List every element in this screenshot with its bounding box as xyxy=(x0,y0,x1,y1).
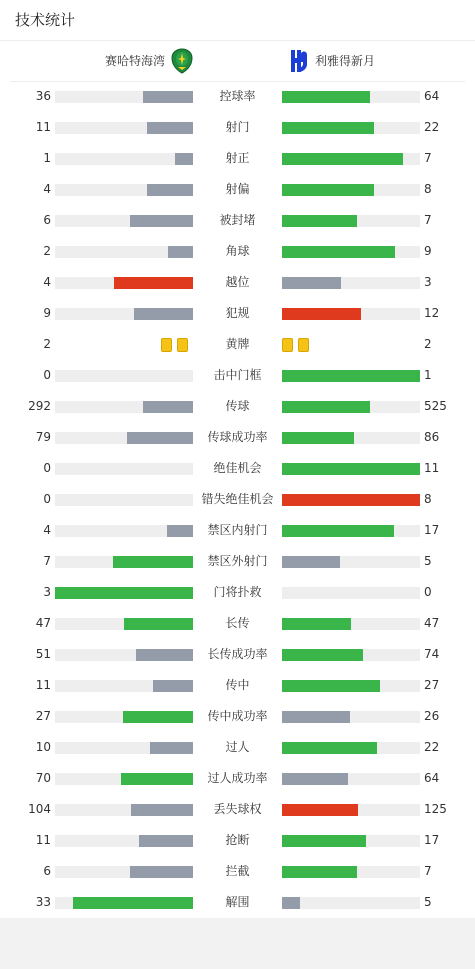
away-bar-fill xyxy=(282,804,358,816)
home-bar-track xyxy=(55,463,193,475)
home-bar-fill xyxy=(136,649,193,661)
away-value: 7 xyxy=(424,864,432,878)
stat-row xyxy=(0,732,475,763)
away-value: 8 xyxy=(424,182,432,196)
home-bar-fill xyxy=(134,308,193,320)
stat-label: 拦截 xyxy=(225,864,250,878)
away-value: 9 xyxy=(424,244,432,258)
home-value: 11 xyxy=(35,833,51,847)
home-bar-track xyxy=(55,308,193,320)
away-bar-fill xyxy=(282,711,350,723)
home-bar-track xyxy=(55,897,193,909)
stat-label: 抢断 xyxy=(225,833,250,847)
home-value: 0 xyxy=(43,492,51,506)
home-value: 0 xyxy=(43,461,51,475)
home-bar-track xyxy=(55,618,193,630)
home-bar-fill xyxy=(175,153,193,165)
home-team-name[interactable]: 赛哈特海湾 xyxy=(104,54,165,68)
home-value: 36 xyxy=(35,89,51,103)
away-bar-track xyxy=(282,153,420,165)
home-bar-track xyxy=(55,184,193,196)
away-bar-fill xyxy=(282,463,420,475)
away-bar-track xyxy=(282,649,420,661)
stat-row xyxy=(0,453,475,484)
home-bar-fill xyxy=(123,711,193,723)
stat-row xyxy=(0,639,475,670)
yellow-card-icon xyxy=(298,338,309,352)
stat-row xyxy=(0,236,475,267)
away-bar-track xyxy=(282,463,420,475)
stat-row xyxy=(0,701,475,732)
stat-label: 错失绝佳机会 xyxy=(201,492,274,506)
away-bar-fill xyxy=(282,680,380,692)
away-bar-fill xyxy=(282,308,361,320)
away-value: 12 xyxy=(424,306,440,320)
stat-label: 越位 xyxy=(225,275,250,289)
away-value: 125 xyxy=(424,802,447,816)
home-bar-track xyxy=(55,835,193,847)
home-bar-track xyxy=(55,277,193,289)
stat-label: 丢失球权 xyxy=(213,802,262,816)
stat-row xyxy=(0,484,475,515)
away-bar-track xyxy=(282,91,420,103)
away-bar-track xyxy=(282,525,420,537)
section-title: 技术统计 xyxy=(15,11,76,29)
stat-label: 传中成功率 xyxy=(207,709,268,723)
home-bar-fill xyxy=(147,122,193,134)
stat-row xyxy=(0,391,475,422)
away-bar-fill xyxy=(282,556,340,568)
home-bar-track xyxy=(55,153,193,165)
away-value: 8 xyxy=(424,492,432,506)
away-bar-track xyxy=(282,401,420,413)
stat-row xyxy=(0,205,475,236)
home-value: 27 xyxy=(35,709,51,723)
home-bar-fill xyxy=(55,587,193,599)
away-value: 47 xyxy=(424,616,440,630)
away-bar-fill xyxy=(282,494,420,506)
stat-label: 射门 xyxy=(225,120,250,134)
home-bar-track xyxy=(55,122,193,134)
home-bar-track xyxy=(55,401,193,413)
away-bar-track xyxy=(282,184,420,196)
stat-row xyxy=(0,887,475,918)
away-bar-fill xyxy=(282,277,341,289)
home-value: 6 xyxy=(43,864,51,878)
home-value: 2 xyxy=(43,337,51,351)
home-value: 3 xyxy=(43,585,51,599)
home-bar-fill xyxy=(168,246,193,258)
away-value: 86 xyxy=(424,430,440,444)
stat-row xyxy=(0,825,475,856)
yellow-card-icon xyxy=(177,338,188,352)
stat-row xyxy=(0,329,475,360)
away-bar-track xyxy=(282,711,420,723)
home-bar-fill xyxy=(167,525,193,537)
stat-label: 黄牌 xyxy=(225,337,250,351)
away-value: 5 xyxy=(424,895,432,909)
home-bar-track xyxy=(55,773,193,785)
home-bar-fill xyxy=(73,897,193,909)
stat-label: 传球 xyxy=(225,399,250,413)
stat-row xyxy=(0,763,475,794)
away-value: 27 xyxy=(424,678,440,692)
stat-row xyxy=(0,267,475,298)
home-bar-track xyxy=(55,556,193,568)
stat-label: 射偏 xyxy=(225,182,250,196)
stat-label: 禁区外射门 xyxy=(207,554,268,568)
home-bar-fill xyxy=(153,680,193,692)
away-bar-track xyxy=(282,742,420,754)
away-value: 64 xyxy=(424,89,440,103)
stat-row xyxy=(0,422,475,453)
home-value: 79 xyxy=(35,430,51,444)
stat-row xyxy=(0,298,475,329)
away-value: 0 xyxy=(424,585,432,599)
away-bar-track xyxy=(282,370,420,382)
away-bar-fill xyxy=(282,184,374,196)
stat-label: 射正 xyxy=(225,151,250,165)
stat-row xyxy=(0,174,475,205)
home-value: 4 xyxy=(43,182,51,196)
away-bar-fill xyxy=(282,525,394,537)
home-bar-fill xyxy=(147,184,193,196)
away-bar-fill xyxy=(282,897,300,909)
away-bar-fill xyxy=(282,153,403,165)
away-bar-fill xyxy=(282,246,395,258)
home-bar-track xyxy=(55,215,193,227)
stat-row xyxy=(0,856,475,887)
home-yellow-cards xyxy=(161,338,193,352)
away-value: 11 xyxy=(424,461,440,475)
stat-row xyxy=(0,143,475,174)
al-hilal-crest-icon[interactable] xyxy=(288,48,310,74)
away-value: 26 xyxy=(424,709,440,723)
away-bar-fill xyxy=(282,649,363,661)
home-bar-track xyxy=(55,587,193,599)
stat-row xyxy=(0,81,475,112)
away-bar-track xyxy=(282,494,420,506)
home-bar-fill xyxy=(139,835,193,847)
stat-label: 角球 xyxy=(225,244,250,258)
home-bar-track xyxy=(55,525,193,537)
away-bar-fill xyxy=(282,618,351,630)
home-bar-fill xyxy=(121,773,193,785)
home-bar-track xyxy=(55,494,193,506)
home-value: 33 xyxy=(35,895,51,909)
stat-row xyxy=(0,794,475,825)
home-value: 7 xyxy=(43,554,51,568)
stat-row xyxy=(0,112,475,143)
home-value: 51 xyxy=(35,647,51,661)
stat-label: 传球成功率 xyxy=(207,430,268,444)
home-bar-fill xyxy=(130,866,193,878)
away-bar-fill xyxy=(282,122,374,134)
away-bar-track xyxy=(282,587,420,599)
away-value: 3 xyxy=(424,275,432,289)
stat-label: 门将扑救 xyxy=(213,585,262,599)
home-bar-fill xyxy=(124,618,193,630)
home-bar-track xyxy=(55,711,193,723)
home-bar-fill xyxy=(113,556,193,568)
home-bar-track xyxy=(55,246,193,258)
away-bar-track xyxy=(282,804,420,816)
away-bar-fill xyxy=(282,835,366,847)
away-yellow-cards xyxy=(282,338,314,352)
home-bar-track xyxy=(55,804,193,816)
away-bar-fill xyxy=(282,432,354,444)
away-value: 525 xyxy=(424,399,447,413)
home-value: 2 xyxy=(43,244,51,258)
away-bar-track xyxy=(282,277,420,289)
stat-label: 过人 xyxy=(225,740,250,754)
away-bar-fill xyxy=(282,91,370,103)
away-value: 22 xyxy=(424,120,440,134)
home-value: 1 xyxy=(43,151,51,165)
home-value: 70 xyxy=(35,771,51,785)
away-value: 7 xyxy=(424,151,432,165)
home-bar-fill xyxy=(130,215,193,227)
teams-header xyxy=(10,45,465,81)
home-bar-track xyxy=(55,649,193,661)
stat-label: 长传 xyxy=(225,616,250,630)
stat-label: 长传成功率 xyxy=(207,647,268,661)
stat-row xyxy=(0,670,475,701)
away-bar-fill xyxy=(282,401,370,413)
away-team-name[interactable]: 利雅得新月 xyxy=(315,54,376,68)
stat-label: 解围 xyxy=(225,895,250,909)
away-value: 1 xyxy=(424,368,432,382)
away-bar-track xyxy=(282,680,420,692)
away-bar-track xyxy=(282,122,420,134)
home-bar-fill xyxy=(131,804,193,816)
away-bar-track xyxy=(282,835,420,847)
away-bar-track xyxy=(282,432,420,444)
home-bar-track xyxy=(55,680,193,692)
home-bar-track xyxy=(55,432,193,444)
stat-label: 传中 xyxy=(225,678,250,692)
stat-row xyxy=(0,515,475,546)
home-value: 11 xyxy=(35,120,51,134)
al-khaleej-crest-icon[interactable] xyxy=(170,48,194,74)
away-bar-fill xyxy=(282,866,357,878)
home-value: 4 xyxy=(43,275,51,289)
stat-label: 禁区内射门 xyxy=(207,523,268,537)
away-bar-fill xyxy=(282,370,420,382)
yellow-card-icon xyxy=(282,338,293,352)
away-bar-fill xyxy=(282,773,348,785)
stat-label: 犯规 xyxy=(225,306,250,320)
away-value: 2 xyxy=(424,337,432,351)
home-bar-track xyxy=(55,742,193,754)
away-value: 17 xyxy=(424,523,440,537)
away-bar-fill xyxy=(282,215,357,227)
divider xyxy=(0,40,475,41)
home-value: 47 xyxy=(35,616,51,630)
home-bar-fill xyxy=(143,91,193,103)
stat-row xyxy=(0,546,475,577)
stat-row xyxy=(0,360,475,391)
stat-row xyxy=(0,577,475,608)
stat-label: 击中门框 xyxy=(213,368,262,382)
away-value: 22 xyxy=(424,740,440,754)
home-value: 104 xyxy=(28,802,51,816)
away-bar-track xyxy=(282,308,420,320)
away-bar-fill xyxy=(282,742,377,754)
away-bar-track xyxy=(282,618,420,630)
away-bar-track xyxy=(282,897,420,909)
away-value: 74 xyxy=(424,647,440,661)
away-value: 17 xyxy=(424,833,440,847)
home-bar-fill xyxy=(127,432,193,444)
away-bar-track xyxy=(282,773,420,785)
away-value: 7 xyxy=(424,213,432,227)
away-bar-track xyxy=(282,866,420,878)
home-value: 11 xyxy=(35,678,51,692)
stat-label: 控球率 xyxy=(219,89,256,103)
home-value: 10 xyxy=(35,740,51,754)
home-value: 4 xyxy=(43,523,51,537)
away-value: 64 xyxy=(424,771,440,785)
yellow-card-icon xyxy=(161,338,172,352)
away-bar-track xyxy=(282,246,420,258)
stat-row xyxy=(0,608,475,639)
home-bar-track xyxy=(55,91,193,103)
home-bar-fill xyxy=(143,401,193,413)
stat-label: 被封堵 xyxy=(219,213,256,227)
away-bar-track xyxy=(282,556,420,568)
home-bar-track xyxy=(55,370,193,382)
home-value: 292 xyxy=(28,399,51,413)
home-value: 0 xyxy=(43,368,51,382)
home-value: 9 xyxy=(43,306,51,320)
home-value: 6 xyxy=(43,213,51,227)
home-bar-fill xyxy=(150,742,193,754)
stat-label: 绝佳机会 xyxy=(213,461,262,475)
away-value: 5 xyxy=(424,554,432,568)
home-bar-fill xyxy=(114,277,193,289)
home-bar-track xyxy=(55,866,193,878)
stat-label: 过人成功率 xyxy=(207,771,268,785)
away-bar-track xyxy=(282,215,420,227)
